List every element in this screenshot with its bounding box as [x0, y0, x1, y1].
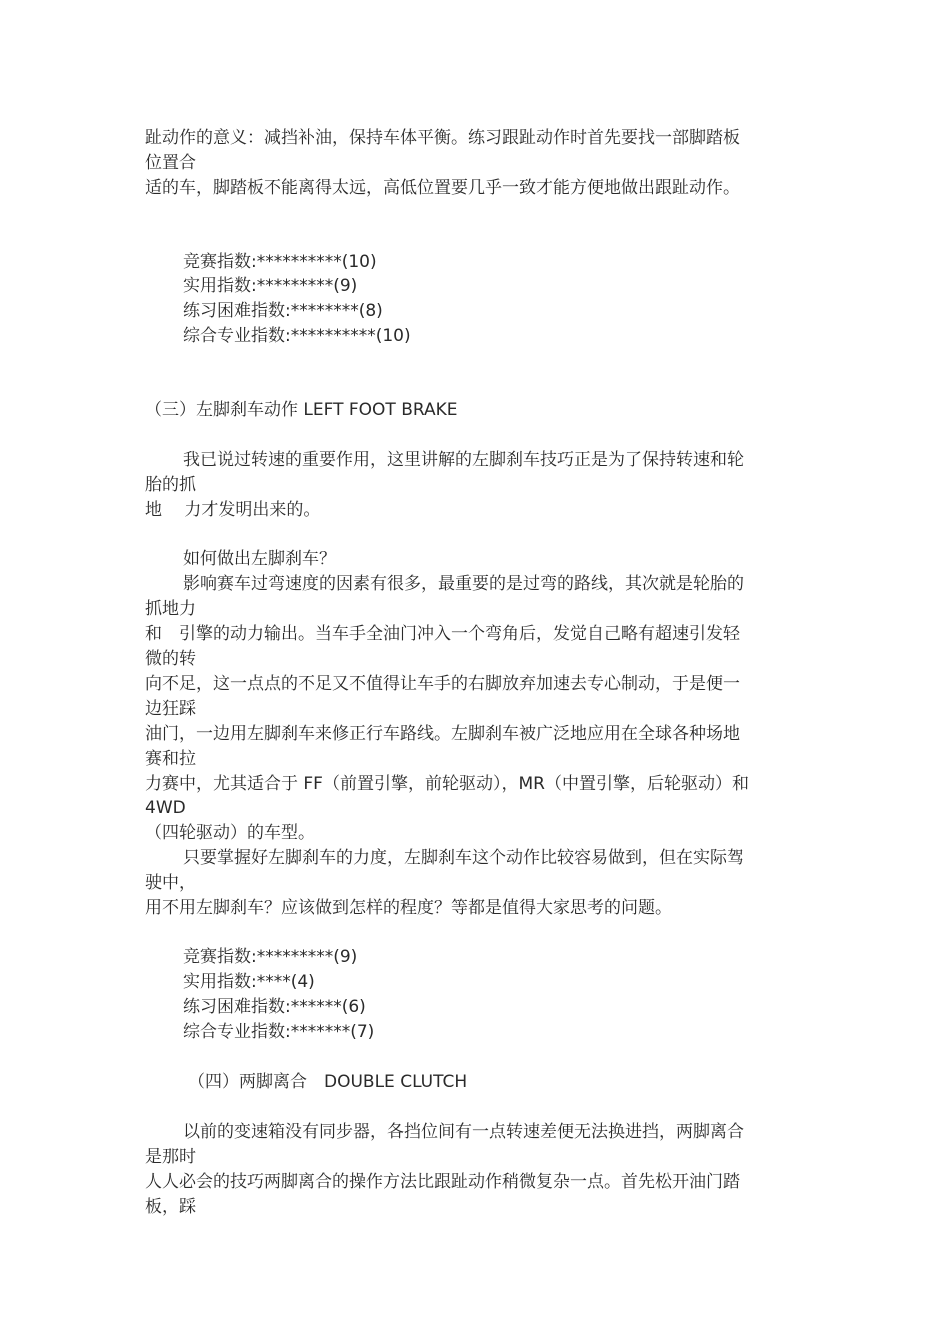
section-3-p2-line-11: （四轮驱动）的车型。 — [145, 823, 315, 843]
rating-competition-2: 竞赛指数:*********(9) — [183, 947, 358, 967]
intro-line-1: 趾动作的意义：减挡补油，保持车体平衡。练习跟趾动作时首先要找一部脚踏板 — [145, 128, 740, 148]
section-3-p2-line-6: 边狂踩 — [145, 699, 196, 719]
section-3-p1-line-2: 胎的抓 — [145, 475, 196, 495]
rating-overall: 综合专业指数:**********(10) — [183, 326, 411, 346]
section-3-p3-line-1: 只要掌握好左脚刹车的力度，左脚刹车这个动作比较容易做到，但在实际驾 — [183, 848, 744, 868]
section-3-p3-line-2: 驶中， — [145, 873, 196, 893]
section-3-question: 如何做出左脚刹车？ — [183, 549, 336, 569]
section-3-p2-line-5: 向不足，这一点点的不足又不值得让车手的右脚放弃加速去专心制动，于是便一 — [145, 674, 740, 694]
section-4-p1-line-2: 是那时 — [145, 1147, 196, 1167]
rating-difficulty-2: 练习困难指数:******(6) — [183, 997, 366, 1017]
section-3-p2-line-10: 4WD — [145, 798, 186, 818]
section-3-title: （三）左脚刹车动作 LEFT FOOT BRAKE — [145, 400, 458, 420]
section-4-p1-line-4: 板，踩 — [145, 1197, 196, 1217]
section-4-title: （四）两脚离合 DOUBLE CLUTCH — [188, 1072, 468, 1092]
section-3-p2-line-4: 微的转 — [145, 649, 196, 669]
section-3-p2-line-9: 力赛中，尤其适合于 FF（前置引擎，前轮驱动），MR（中置引擎，后轮驱动）和 — [145, 774, 749, 794]
intro-line-2: 位置合 — [145, 153, 196, 173]
section-3-p2-line-2: 抓地力 — [145, 599, 196, 619]
section-4-p1-line-1: 以前的变速箱没有同步器，各挡位间有一点转速差便无法换进挡，两脚离合 — [183, 1122, 744, 1142]
section-4-p1-line-3: 人人必会的技巧两脚离合的操作方法比跟趾动作稍微复杂一点。首先松开油门踏 — [145, 1172, 740, 1192]
section-3-p2-line-7: 油门，一边用左脚刹车来修正行车路线。左脚刹车被广泛地应用在全球各种场地 — [145, 724, 740, 744]
rating-practical-2: 实用指数:****(4) — [183, 972, 315, 992]
section-3-p1-line-1: 我已说过转速的重要作用，这里讲解的左脚刹车技巧正是为了保持转速和轮 — [183, 450, 744, 470]
section-3-p3-line-3: 用不用左脚刹车？应该做到怎样的程度？等都是值得大家思考的问题。 — [145, 898, 672, 918]
rating-practical: 实用指数:*********(9) — [183, 276, 358, 296]
section-3-p2-line-1: 影响赛车过弯速度的因素有很多，最重要的是过弯的路线，其次就是轮胎的 — [183, 574, 744, 594]
intro-line-3: 适的车，脚踏板不能离得太远，高低位置要几乎一致才能方便地做出跟趾动作。 — [145, 178, 740, 198]
section-3-p1-line-3: 地 力才发明出来的。 — [145, 500, 321, 520]
rating-competition: 竞赛指数:**********(10) — [183, 252, 377, 272]
section-3-p2-line-8: 赛和拉 — [145, 749, 196, 769]
rating-overall-2: 综合专业指数:*******(7) — [183, 1022, 375, 1042]
section-3-p2-line-3: 和 引擎的动力输出。当车手全油门冲入一个弯角后，发觉自己略有超速引发轻 — [145, 624, 740, 644]
rating-difficulty: 练习困难指数:********(8) — [183, 301, 383, 321]
